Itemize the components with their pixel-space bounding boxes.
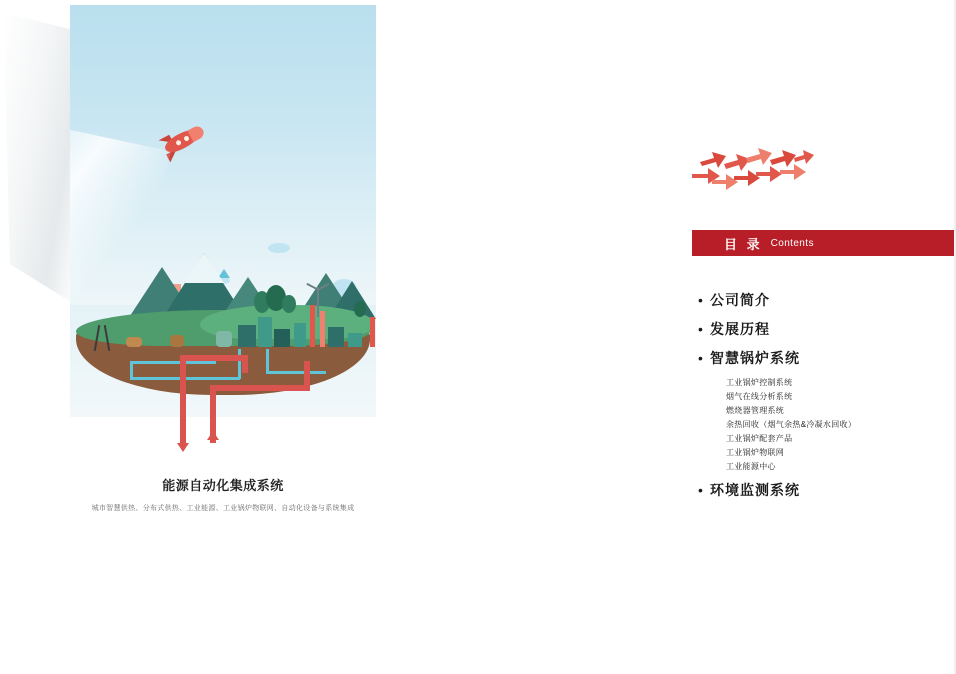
main-pipe [304,361,310,391]
right-page [690,140,956,560]
factory-building [328,327,344,347]
bullet-icon: • [698,321,703,337]
main-pipe [242,355,248,373]
toc-item-environment-monitoring[interactable] [698,480,956,500]
toc-item-label: 环境监测系统 [710,482,800,498]
chimney-stack [320,311,325,347]
chimney-stack [310,305,315,347]
chimney-stack [370,317,375,347]
toc-subitem[interactable]: 余热回收（烟气余热&冷凝水回收） [726,420,857,429]
storage-tank [170,335,184,347]
toc-subitem[interactable]: 工业锅炉控制系统 [726,378,793,387]
bullet-icon: • [698,350,703,366]
contents-title-cn: 目 录 [724,236,763,252]
cover-title: 能源自动化集成系统 [162,478,284,493]
page-spine [377,0,378,674]
tree-icon [282,295,296,313]
factory-building [294,323,306,347]
left-page [70,5,376,512]
cover-subtitle: 城市智慧供热、分布式供热、工业能源、工业锅炉物联网、自动化设备与系统集成 [91,505,355,512]
mountain-snow-cap [184,253,224,283]
toc-subitem[interactable]: 工业能源中心 [726,462,776,471]
pipe-segment [266,371,326,374]
toc-item-history[interactable] [698,319,956,339]
storage-tank [216,331,232,347]
toc-item-smart-boiler-system[interactable] [698,348,956,368]
factory-building [258,317,272,347]
pipe-segment [266,349,269,373]
toc-subitem[interactable]: 燃烧器管理系统 [726,406,785,415]
cloud-icon [268,243,290,253]
tree-icon [354,301,366,317]
toc-item-label: 公司简介 [710,292,770,308]
toc-item-label: 智慧锅炉系统 [710,350,800,366]
toc-sublist-smart-boiler [698,377,956,472]
main-pipe [180,355,248,361]
pipe-segment [130,361,216,364]
cover-illustration [70,5,376,417]
wind-turbine-mast [317,287,319,317]
factory-building [274,329,290,347]
contents-title-en: Contents [770,237,814,249]
company-arrow-logo [690,140,815,195]
storage-tank [126,337,142,347]
bullet-icon: • [698,292,703,308]
toc-subitem[interactable]: 工业锅炉物联网 [726,448,785,457]
factory-building [348,333,362,347]
toc-subitem[interactable]: 工业锅炉配套产品 [726,434,793,443]
bullet-icon: • [698,482,703,498]
toc-item-label: 发展历程 [710,321,770,337]
factory-building [238,325,256,347]
table-of-contents [698,290,956,509]
pipe-segment [238,349,241,379]
main-pipe [210,385,310,391]
toc-item-company-intro[interactable] [698,290,956,310]
pipe-extension [180,417,186,443]
flow-arrow-up-icon [207,431,219,440]
flow-arrow-down-icon [177,443,189,452]
toc-subitem[interactable]: 烟气在线分析系统 [726,392,793,401]
page-fold-decoration [4,13,76,305]
contents-header-bar [692,230,954,256]
main-pipe [180,355,186,417]
